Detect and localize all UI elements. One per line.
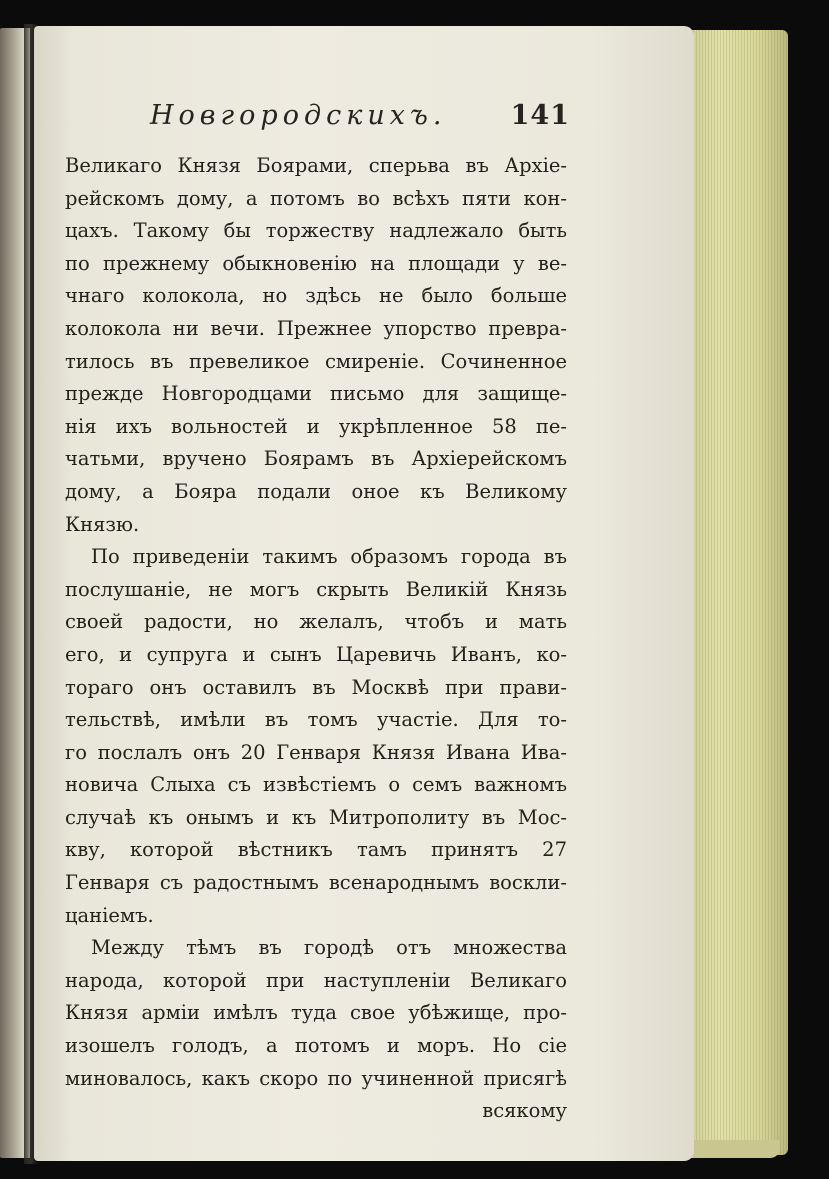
text-line: чатьми, вручено Боярамъ въ Архіерейскомъ	[65, 447, 567, 471]
running-head: Новгородскихъ.	[150, 100, 447, 131]
text-line: чнаго колокола, но здѣсь не было больше	[65, 284, 567, 308]
catchword: всякому	[482, 1099, 567, 1123]
text-line: миновалось, какъ скоро по учиненной присягѣ	[65, 1066, 567, 1090]
text-line: Между тѣмъ въ городѣ отъ множества	[91, 936, 567, 960]
text-line: Князя арміи имѣлъ туда свое убѣжище, про-	[65, 1001, 567, 1025]
text-line: цаніемъ.	[65, 903, 154, 927]
text-line: дому, а Бояра подали оное къ Великому	[65, 479, 567, 503]
text-line: послушаніе, не могъ скрыть Великій Князь	[65, 577, 567, 601]
text-line: нія ихъ вольностей и укрѣпленное 58 пе-	[65, 414, 567, 438]
text-line: цахъ. Такому бы торжеству надлежало быть	[65, 219, 567, 243]
text-line: своей радости, но желалъ, чтобъ и мать	[65, 610, 567, 634]
text-line: По приведеніи такимъ образомъ города въ	[91, 545, 567, 569]
text-line: Князю.	[65, 512, 140, 536]
text-line: колокола ни вечи. Прежнее упорство превра-	[65, 316, 567, 340]
text-line: прежде Новгородцами письмо для защище-	[65, 382, 567, 406]
text-line: по прежнему обыкновенію на площади у ве-	[65, 251, 567, 275]
page-block-bottom	[680, 1140, 780, 1158]
page-header	[150, 100, 570, 140]
text-line: тилось въ превеликое смиреніе. Сочиненное	[65, 349, 567, 373]
text-line: новича Слыха съ извѣстіемъ о семъ важномъ	[65, 773, 567, 797]
text-line: изошелъ голодъ, а потомъ и моръ. Но сіе	[65, 1034, 567, 1058]
text-line: Великаго Князя Боярами, сперьва въ Архіе-	[65, 154, 567, 177]
text-line: его, и супруга и сынъ Царевичь Иванъ, ко-	[65, 642, 567, 666]
text-line: тораго онъ оставилъ въ Москвѣ при прави-	[65, 675, 567, 699]
text-line: го послалъ онъ 20 Генваря Князя Ивана Ива-	[65, 740, 567, 764]
page-block-edges	[690, 30, 788, 1155]
text-line: тельствѣ, имѣли въ томъ участіе. Для то-	[65, 708, 567, 732]
text-line: народа, которой при наступленіи Великаго	[65, 968, 567, 992]
text-line: кву, которой вѣстникъ тамъ принятъ 27	[65, 838, 567, 862]
text-line: рейскомъ дому, а потомъ во всѣхъ пяти кон-	[65, 186, 567, 210]
page-text	[65, 150, 567, 1128]
text-line: случаѣ къ онымъ и къ Митрополиту въ Мос-	[65, 805, 567, 829]
text-line: Генваря съ радостнымъ всенароднымъ воскли-	[65, 871, 567, 895]
page-number: 141	[510, 100, 570, 131]
